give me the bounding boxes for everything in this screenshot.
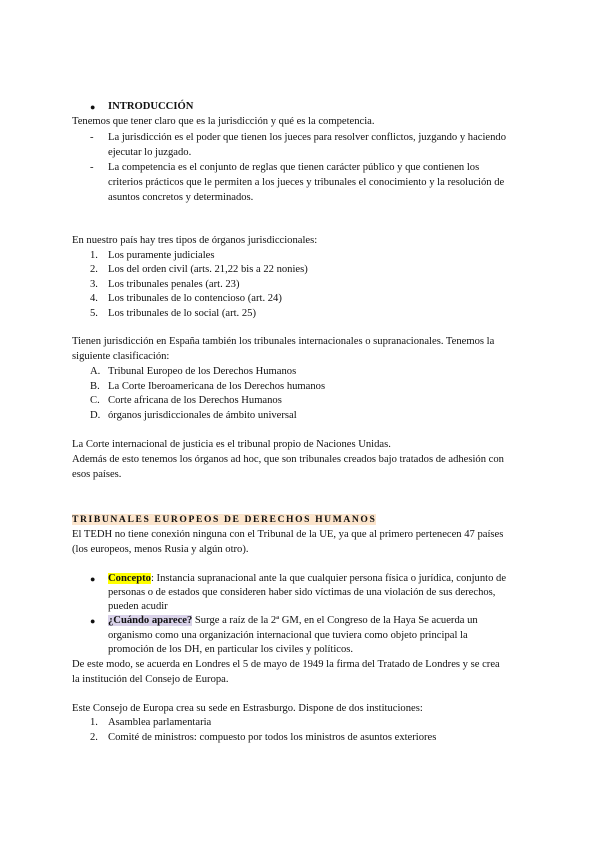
cuando-line: organismo como una organización internacional que tuviera como objeto principal la — [108, 630, 468, 641]
paragraph-line: La Corte internacional de justicia es el tribunal propio de Naciones Unidas. — [72, 439, 391, 450]
dash-item-line: La competencia es el conjunto de reglas que tienen carácter público y que contienen los — [108, 162, 480, 173]
cuando-label: ¿Cuándo aparece? — [108, 615, 193, 626]
concepto-text: : Instancia supranacional ante la que cualquier persona física o jurídica, conjunto de — [150, 573, 507, 584]
intro-line: Tenemos que tener claro que es la jurisdicción y qué es la competencia. — [72, 116, 375, 127]
list-item: Asamblea parlamentaria — [108, 717, 212, 728]
list-number: 2. — [90, 264, 98, 275]
cuando-line: promoción de los DH, en particular los civiles y políticos. — [108, 644, 354, 655]
list-number: 3. — [90, 279, 98, 290]
paragraph-line: siguiente clasificación: — [72, 351, 170, 362]
concepto-line — [108, 572, 506, 587]
list-number: 5. — [90, 308, 98, 319]
list-item: Los del orden civil (arts. 21,22 bis a 22 nonies) — [108, 264, 308, 275]
paragraph-line: esos países. — [72, 469, 122, 480]
list-item: Los tribunales de lo contencioso (art. 24) — [108, 293, 282, 304]
list-number: 2. — [90, 732, 98, 743]
paragraph-line: Tienen jurisdicción en España también los tribunales internacionales o supranacionales. Tenemos la — [72, 336, 495, 347]
intro-heading: INTRODUCCIÓN — [108, 101, 194, 112]
dash-item-line: asuntos concretos y determinados. — [108, 192, 254, 203]
list-letter: B. — [90, 381, 100, 392]
cuando-text: Surge a raíz de la 2ª GM, en el Congreso de la Haya Se acuerda un — [192, 615, 478, 626]
paragraph-line: (los europeos, menos Rusia y algún otro). — [72, 544, 249, 555]
cuando-line — [108, 614, 478, 629]
list-number: 1. — [90, 717, 98, 728]
list-item: Comité de ministros: compuesto por todos los ministros de asuntos exteriores — [108, 732, 437, 743]
bullet-icon: ● — [90, 574, 96, 584]
paragraph-line: Este Consejo de Europa crea su sede en Estrasburgo. Dispone de dos instituciones: — [72, 703, 423, 714]
list-item: Corte africana de los Derechos Humanos — [108, 395, 282, 406]
dash-marker: - — [90, 132, 94, 143]
list-item: Los tribunales penales (art. 23) — [108, 279, 240, 290]
dash-marker: - — [90, 162, 94, 173]
section-heading-text: TRIBUNALES EUROPEOS DE DERECHOS HUMANOS — [72, 514, 377, 525]
paragraph-line: Además de esto tenemos los órganos ad hoc, que son tribunales creados bajo tratados de adhesión con — [72, 454, 504, 465]
dash-item-line: La jurisdicción es el poder que tienen los jueces para resolver conflictos, juzgando y haciendo — [108, 132, 507, 143]
paragraph-line: la institución del Consejo de Europa. — [72, 674, 229, 685]
section-heading — [72, 513, 376, 528]
list-item: Tribunal Europeo de los Derechos Humanos — [108, 366, 297, 377]
dash-item-line: ejecutar lo juzgado. — [108, 147, 192, 158]
list-item: órganos jurisdiccionales de ámbito universal — [108, 410, 297, 421]
list-letter: A. — [90, 366, 101, 377]
paragraph-line: El TEDH no tiene conexión ninguna con el Tribunal de la UE, ya que al primero pertenecen 47 países — [72, 529, 504, 540]
concepto-line: pueden acudir — [108, 601, 168, 612]
dash-item-line: criterios prácticos que le permiten a los jueces y tribunales el conocimiento y la resolución de — [108, 177, 505, 188]
organos-intro: En nuestro país hay tres tipos de órganos jurisdiccionales: — [72, 235, 318, 246]
list-item: La Corte Iberoamericana de los Derechos humanos — [108, 381, 326, 392]
concepto-line: personas o de estados que consideren haber sido víctimas de una violación de sus derechos, — [108, 587, 496, 598]
list-item: Los tribunales de lo social (art. 25) — [108, 308, 256, 319]
list-number: 1. — [90, 250, 98, 261]
concepto-label: Concepto — [108, 573, 151, 584]
list-letter: D. — [90, 410, 101, 421]
list-number: 4. — [90, 293, 98, 304]
list-letter: C. — [90, 395, 100, 406]
bullet-icon: ● — [90, 102, 96, 112]
paragraph-line: De este modo, se acuerda en Londres el 5 de mayo de 1949 la firma del Tratado de Londres y se crea — [72, 659, 500, 670]
bullet-icon: ● — [90, 616, 96, 626]
list-item: Los puramente judiciales — [108, 250, 215, 261]
